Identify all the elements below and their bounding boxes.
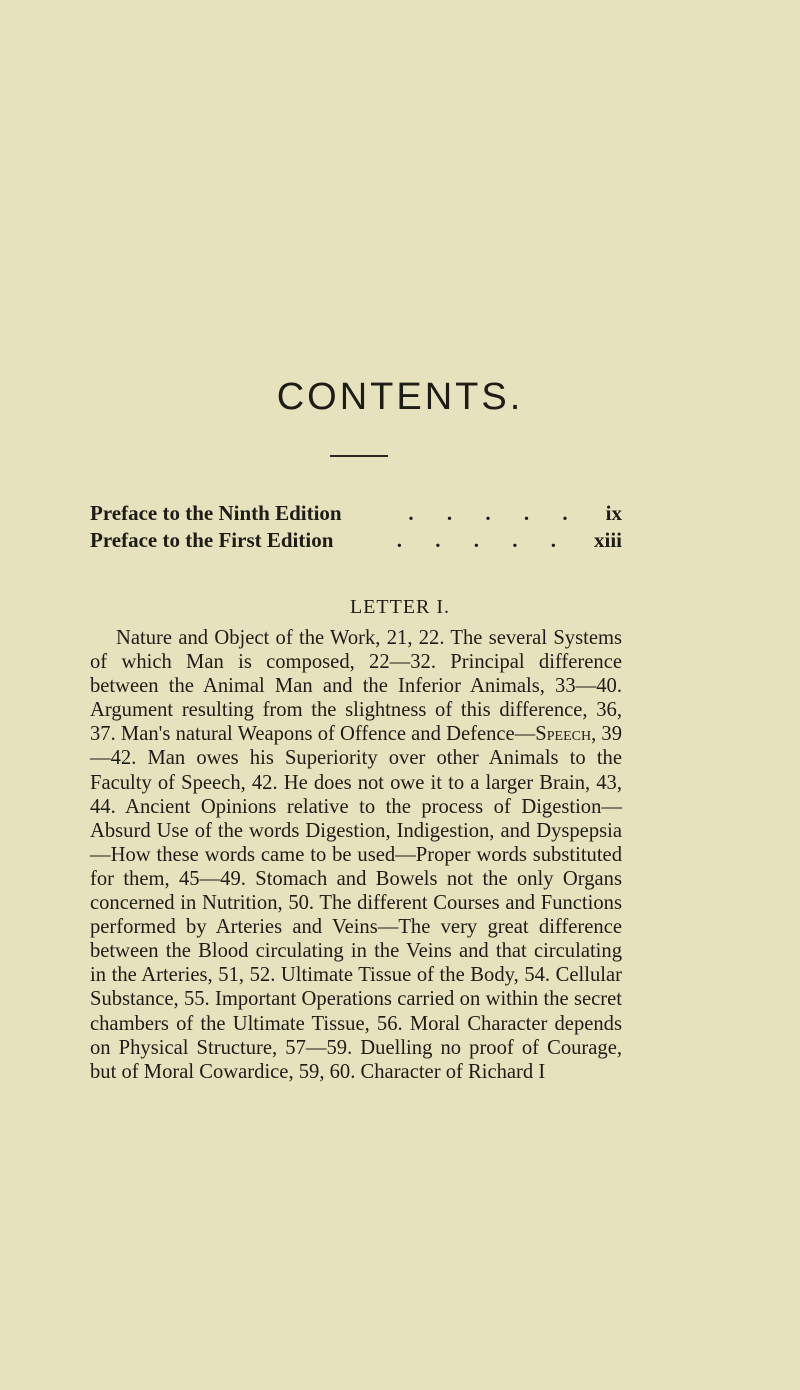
summary-text-part-1: Nature and Object of the Work, 21, 22. The several Systems of which Man is composed, 22—32. Principal difference between the Animal Man and the Inferior Animals, 33—40. Argument resulting from the slightness of this difference, 36, 37. Man's natural Weapons of Offence and Defence— xyxy=(90,627,622,746)
toc-leader-dots: . . . . . xyxy=(408,501,582,525)
toc-entry-title: Preface to the First Edition xyxy=(90,528,334,552)
summary-text-part-2: , 39—42. Man owes his Superiority over other Animals to the Faculty of Speech, 42. He does not owe it to a larger Brain, 43, 44. Ancient Opinions relative to the process of Digestion—Absurd Use of the words Digestion, Indigestion, and Dyspepsia—How these words came to be used—Proper words substituted for them, 45—49. Stomach and Bowels not the only Organs concerned in Nutrition, 50. The different Courses and Functions performed by Arteries and Veins—The very great difference between the Blood circulating in the Veins and that circulating in the Arteries, 51, 52. Ultimate Tissue of the Body, 54. Cellular Substance, 55. Important Operations carried on within the secret chambers of the Ultimate Tissue, 56. Moral Character depends on Physical Structure, 57—59. Duelling no proof of Courage, but of Moral Cowardice, 59, 60. Character of Richard I xyxy=(90,723,623,1083)
letter-summary xyxy=(90,626,622,1084)
toc-entry-page: xiii xyxy=(593,528,622,552)
preface-list xyxy=(90,500,622,554)
toc-leader-dots: . . . . . xyxy=(396,528,570,552)
title-rule xyxy=(330,455,388,457)
letter-heading: LETTER I. xyxy=(349,596,451,618)
toc-entry xyxy=(90,527,622,554)
toc-entry-page: ix xyxy=(605,501,622,525)
toc-entry-title: Preface to the Ninth Edition xyxy=(90,501,342,525)
summary-small-caps-term: Speech xyxy=(535,723,592,746)
toc-entry xyxy=(90,500,622,527)
page-title: CONTENTS. xyxy=(276,376,524,418)
